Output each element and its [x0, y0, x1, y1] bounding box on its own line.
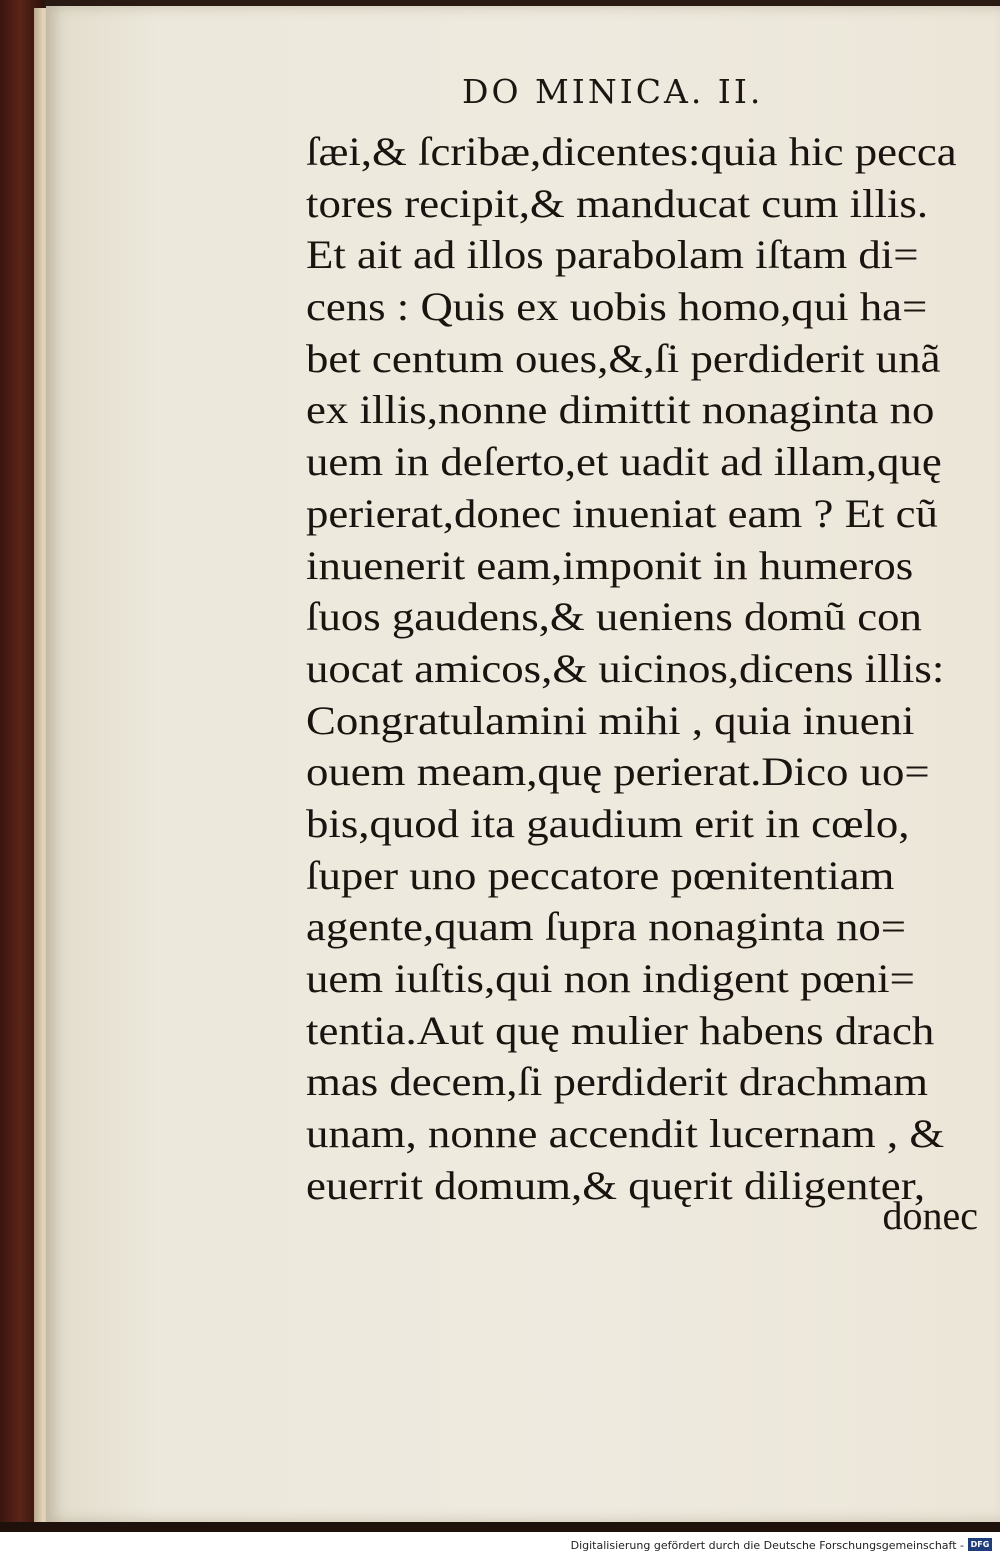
dfg-logo[interactable]: DFG: [968, 1538, 992, 1551]
text-line: uocat amicos,& uicinos,dicens illis:: [306, 645, 945, 691]
text-line: unam, nonne accendit lucernam , &: [306, 1111, 945, 1157]
digitization-footer: [0, 1532, 1000, 1558]
text-line: ſæi,& ſcribæ,dicentes:quia hic pecca: [306, 129, 957, 174]
text-line: agente,quam ſupra nonaginta no=: [306, 904, 907, 950]
text-line: uem in deſerto,et uadit ad illam,quę: [306, 439, 942, 485]
text-line: Et ait ad illos parabolam iſtam di=: [306, 232, 919, 278]
text-line: bet centum oues,&,ſi perdiderit unã: [306, 335, 941, 381]
text-line: perierat,donec inueniat eam ? Et cũ: [306, 490, 938, 536]
text-line: inuenerit eam,imponit in humeros: [306, 542, 914, 588]
text-line: ſuper uno peccatore pœnitentiam: [306, 852, 895, 898]
text-line: ſuos gaudens,& ueniens domũ con: [306, 594, 922, 640]
text-line: bis,quod ita gaudium erit in cœlo,: [306, 800, 910, 846]
text-line: tentia.Aut quę mulier habens drach: [306, 1007, 935, 1053]
text-line: mas decem,ſi perdiderit drachmam: [306, 1059, 928, 1105]
bottom-binding-edge: [0, 1522, 1000, 1532]
text-line: ouem meam,quę perierat.Dico uo=: [306, 749, 930, 795]
catchword: donec: [882, 1193, 978, 1238]
text-line: ex illis,nonne dimittit nonaginta no: [306, 387, 935, 433]
text-line: tores recipit,& manducat cum illis.: [306, 180, 929, 226]
body-text: [306, 126, 968, 1211]
text-line: cens : Quis ex uobis homo,qui ha=: [306, 284, 928, 330]
text-line: euerrit domum,& quęrit diligenter,: [306, 1162, 926, 1208]
text-line: uem iuſtis,qui non indigent pœni=: [306, 956, 915, 1001]
text-line: Congratulamini mihi , quia inueni: [306, 697, 915, 743]
running-header: DO MINICA. II.: [462, 72, 764, 111]
funding-credit: Digitalisierung gefördert durch die Deutsche Forschungsgemeinschaft -: [570, 1539, 964, 1552]
